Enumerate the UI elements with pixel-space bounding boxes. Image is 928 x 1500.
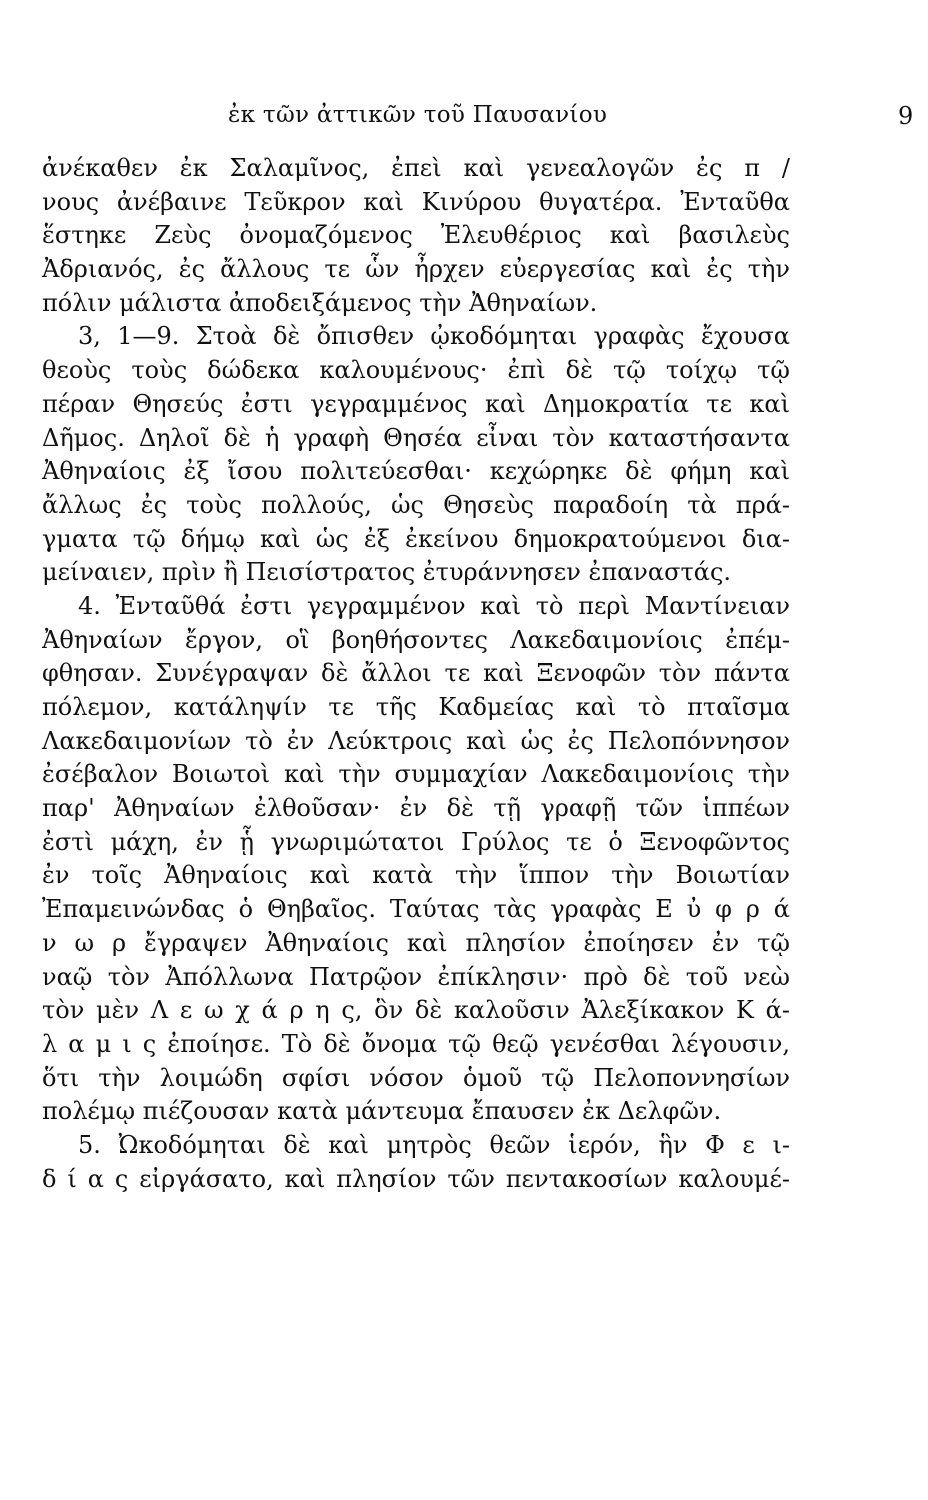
text-line: 3, 1—9. Στοὰ δὲ ὄπισθεν ᾠκοδόμηται γραφὰς ἔχουσα: [78, 322, 790, 351]
text-line: Ἀδριανός, ἐς ἄλλους τε ὧν ἦρχεν εὐεργεσίας καὶ ἐς τὴν: [42, 255, 790, 284]
text-line: πολέμῳ πιέζουσαν κατὰ μάντευμα ἔπαυσεν ἐκ Δελφῶν.: [42, 1097, 722, 1126]
text-line: ἕστηκε Ζεὺς ὀνομαζόμενος Ἐλευθέριος καὶ βασιλεὺς: [42, 221, 790, 250]
text-line: ἐν τοῖς Ἀθηναίοις καὶ κατὰ τὴν ἵππον τὴν Βοιωτίαν: [42, 861, 790, 890]
text-line: ν ω ρ ἔγραψεν Ἀθηναίοις καὶ πλησίον ἐποίησεν ἐν τῷ: [42, 928, 790, 957]
text-line: ναῷ τὸν Ἀπόλλωνα Πατρῷον ἐπίκλησιν· πρὸ δὲ τοῦ νεὼ: [42, 962, 790, 991]
page-number: 9: [898, 102, 914, 130]
text-line: Λακεδαιμονίων τὸ ἐν Λεύκτροις καὶ ὡς ἐς Πελοπόννησον: [42, 726, 790, 755]
body-text: [42, 152, 790, 1196]
text-line: Ἀθηναίοις ἐξ ἴσου πολιτεύεσθαι· κεχώρηκε δὲ φήμη καὶ: [42, 457, 790, 486]
text-line: 5. Ὠκοδόμηται δὲ καὶ μητρὸς θεῶν ἱερόν, ἣν Φ ε ι-: [78, 1130, 790, 1159]
text-line: ἐσέβαλον Βοιωτοὶ καὶ τὴν συμμαχίαν Λακεδαιμονίοις τὴν: [42, 760, 790, 789]
text-line: γματα τῷ δήμῳ καὶ ὡς ἐξ ἐκείνου δημοκρατούμενοι δια-: [42, 524, 790, 553]
text-line: πόλιν μάλιστα ἀποδειξάμενος τὴν Ἀθηναίων.: [42, 288, 598, 317]
text-line: ἐστὶ μάχη, ἐν ᾗ γνωριμώτατοι Γρύλος τε ὁ Ξενοφῶντος: [42, 827, 790, 856]
text-line: νους ἀνέβαινε Τεῦκρον καὶ Κινύρου θυγατέρα. Ἐνταῦθα: [42, 187, 790, 216]
text-line: παρ' Ἀθηναίων ἐλθοῦσαν· ἐν δὲ τῇ γραφῇ τῶν ἱππέων: [42, 794, 790, 823]
text-line: Ἀθηναίων ἔργον, οἳ βοηθήσοντες Λακεδαιμονίοις ἐπέμ-: [42, 625, 790, 654]
text-line: φθησαν. Συνέγραψαν δὲ ἄλλοι τε καὶ Ξενοφῶν τὸν πάντα: [42, 659, 790, 688]
running-title: ἐκ τῶν ἀττικῶν τοῦ Παυσανίου: [228, 102, 608, 128]
text-line: Ἐπαμεινώνδας ὁ Θηβαῖος. Ταύτας τὰς γραφὰς Ε ὐ φ ρ ά: [42, 895, 790, 924]
text-line: δ ί α ς εἰργάσατο, καὶ πλησίον τῶν πεντακοσίων καλουμέ-: [42, 1164, 790, 1193]
text-line: Δῆμος. Δηλοῖ δὲ ἡ γραφὴ Θησέα εἶναι τὸν καταστήσαντα: [42, 423, 790, 452]
text-line: τὸν μὲν Λ ε ω χ ά ρ η ς, ὃν δὲ καλοῦσιν Ἀλεξίκακον Κ ά-: [42, 996, 790, 1025]
text-line: ἄλλως ἐς τοὺς πολλούς, ὡς Θησεὺς παραδοίη τὰ πρά-: [42, 490, 790, 519]
text-line: μείναιεν, πρὶν ἢ Πεισίστρατος ἐτυράννησεν ἐπαναστάς.: [42, 558, 732, 587]
text-line: λ α μ ι ς ἐποίησε. Τὸ δὲ ὄνομα τῷ θεῷ γενέσθαι λέγουσιν,: [42, 1029, 790, 1058]
text-line: 4. Ἐνταῦθά ἐστι γεγραμμένον καὶ τὸ περὶ Μαντίνειαν: [78, 591, 790, 620]
text-line: πέραν Θησεύς ἐστι γεγραμμένος καὶ Δημοκρατία τε καὶ: [42, 389, 790, 418]
text-line: ἀνέκαθεν ἐκ Σαλαμῖνος, ἐπεὶ καὶ γενεαλογῶν ἐς π /: [42, 154, 790, 182]
text-line: ὅτι τὴν λοιμώδη σφίσι νόσον ὁμοῦ τῷ Πελοποννησίων: [42, 1063, 790, 1092]
text-line: πόλεμον, κατάληψίν τε τῆς Καδμείας καὶ τὸ πταῖσμα: [42, 693, 790, 721]
text-line: θεοὺς τοὺς δώδεκα καλουμένους· ἐπὶ δὲ τῷ τοίχῳ τῷ: [42, 356, 790, 385]
